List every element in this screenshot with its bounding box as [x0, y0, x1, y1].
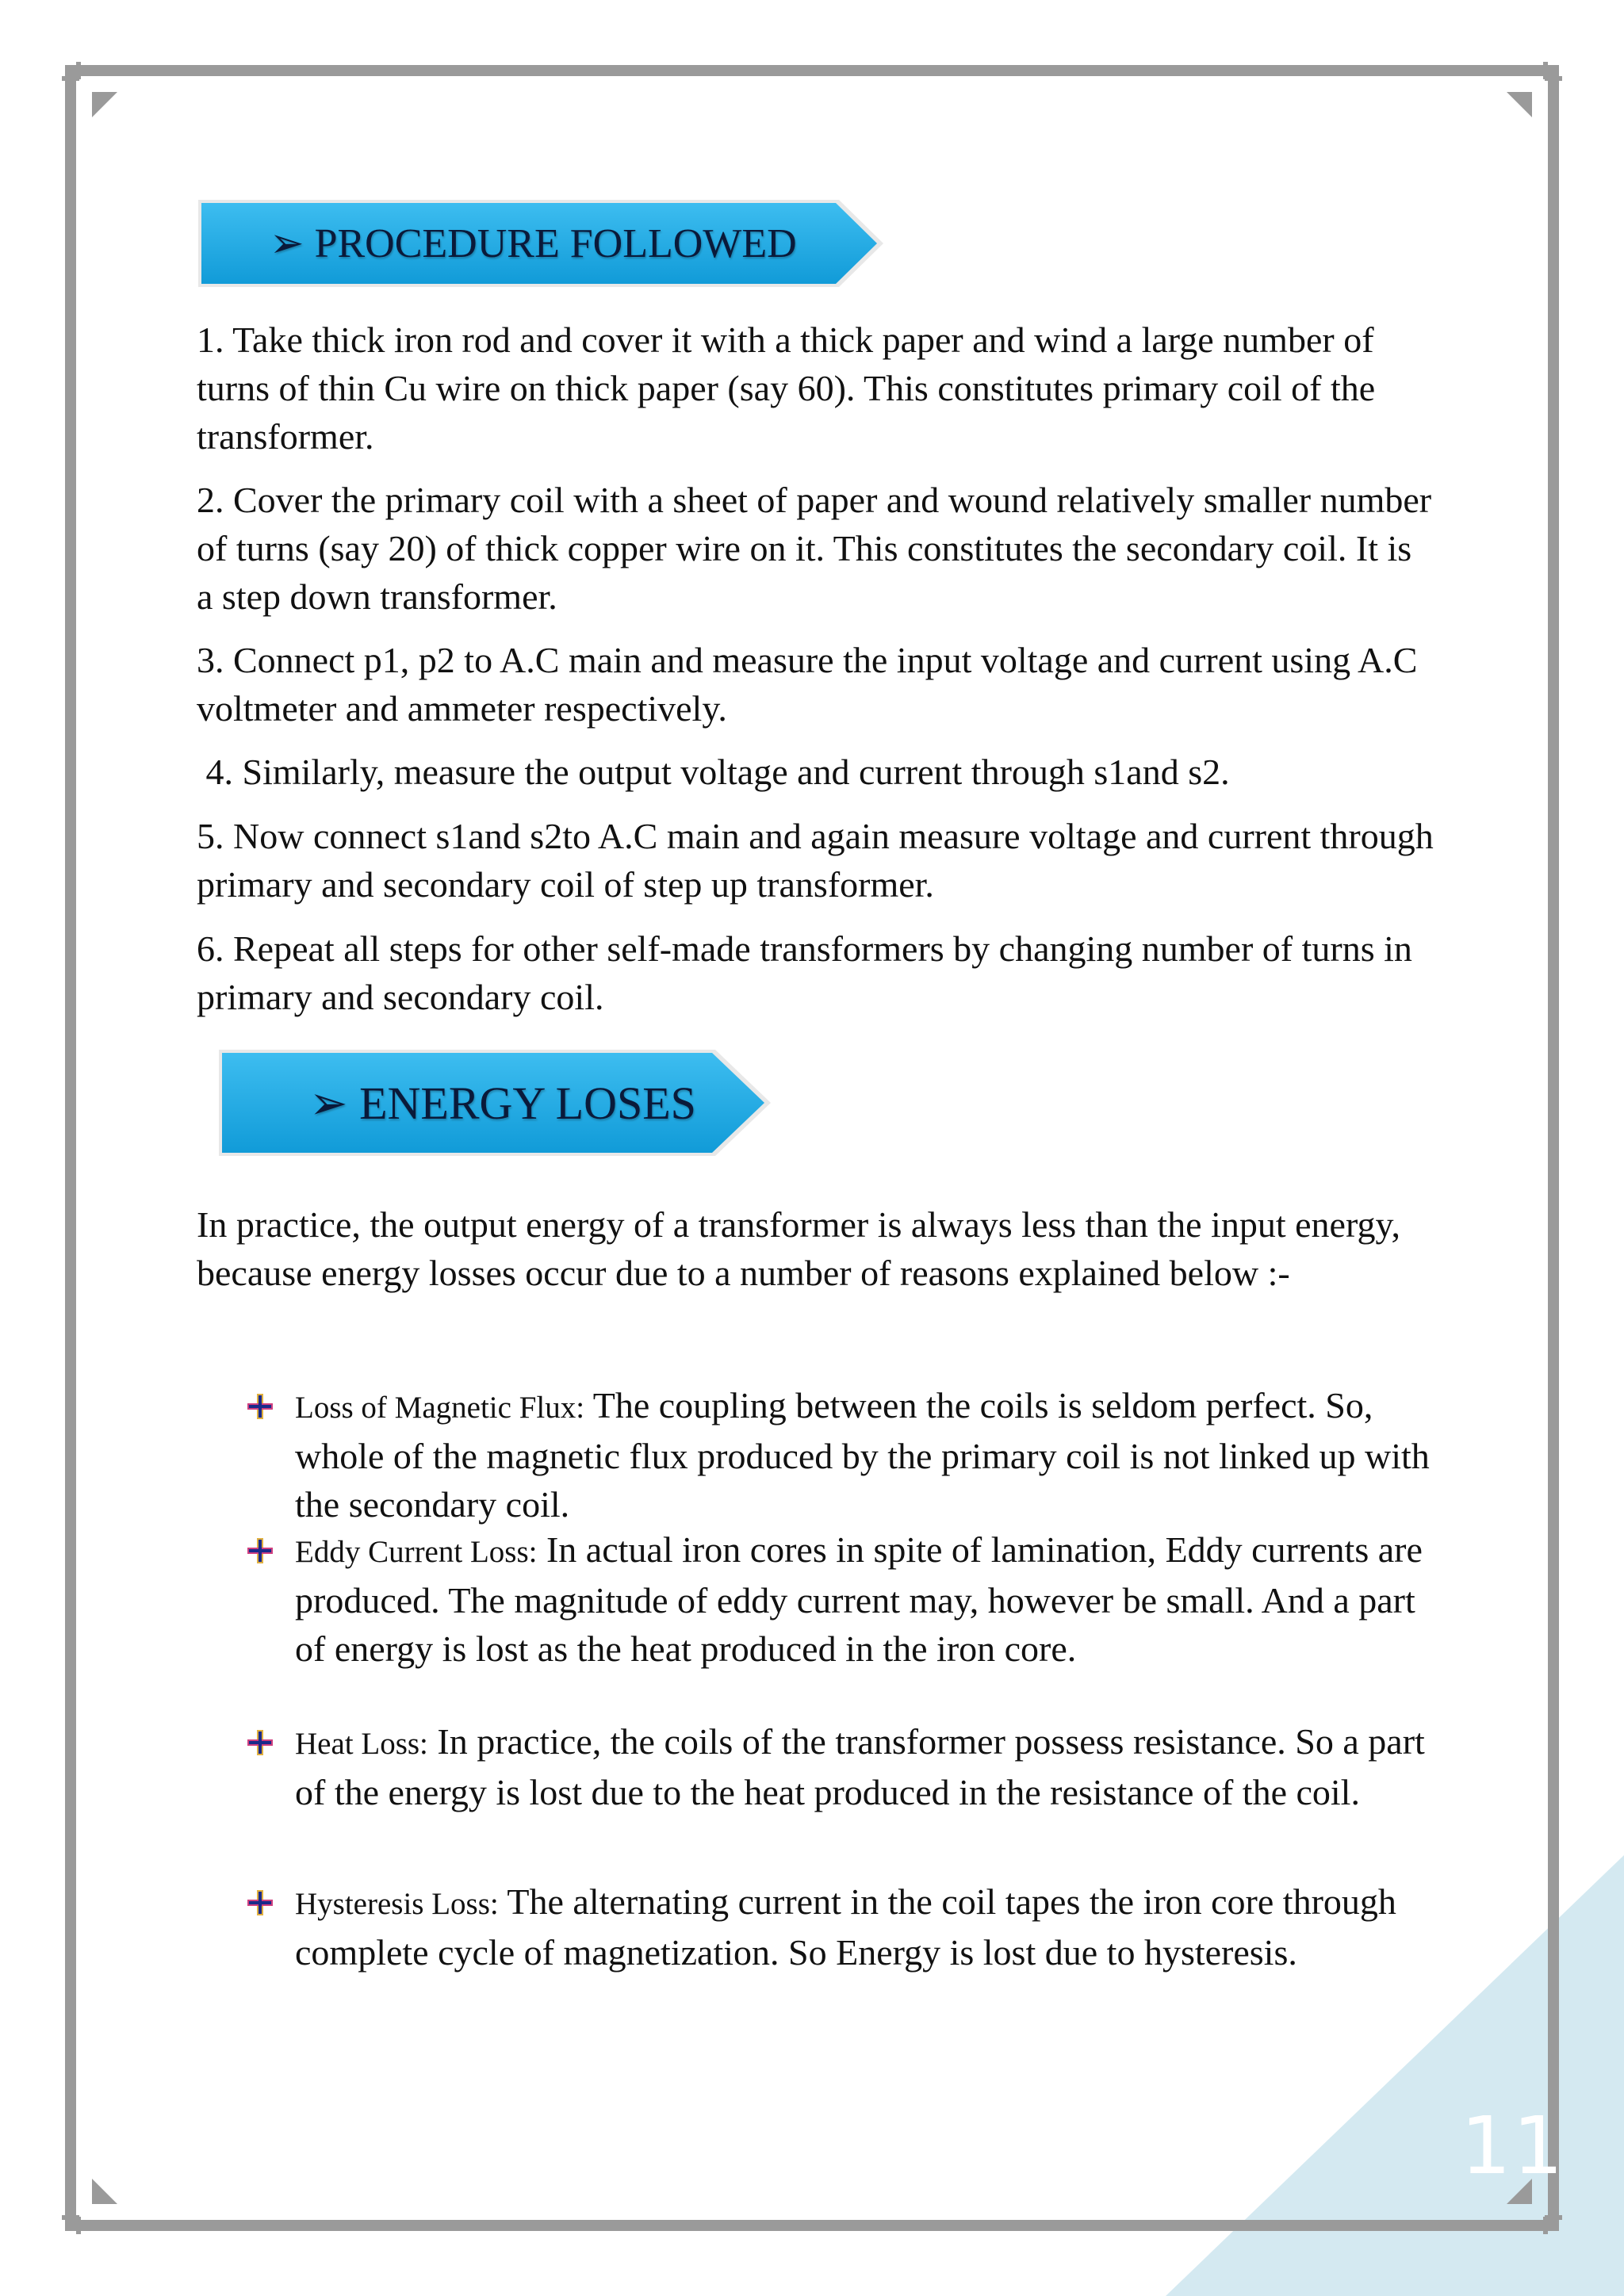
- procedure-step-2: 2. Cover the primary coil with a sheet of paper and wound relatively smaller number of turns (say 20) of thick copper wire on it. This constitutes the secondary coil. It is a step down transformer.: [197, 480, 1432, 617]
- procedure-banner: [193, 193, 891, 293]
- list-item: [246, 1525, 1435, 1724]
- cross-bullet-icon: [246, 1536, 274, 1565]
- cross-bullet-icon: [246, 1392, 274, 1421]
- bullet-title: Heat Loss:: [295, 1727, 428, 1761]
- bullet-body: The alternating current in the coil tapes the iron core through complete cycle of magnetization. So Energy is lost due to hysteresis.: [295, 1881, 1396, 1973]
- cross-bullet-icon: [246, 1888, 274, 1917]
- bullet-body: The coupling between the coils is seldom perfect. So, whole of the magnetic flux produced by the primary coil is not linked up with the secondary coil.: [295, 1385, 1430, 1525]
- energy-loses-banner: [216, 1045, 776, 1161]
- page-number: 11: [1461, 2099, 1565, 2192]
- bullet-body: In practice, the coils of the transformer possess resistance. So a part of the energy is lost due to the heat produced in the resistance of the coil.: [295, 1721, 1425, 1812]
- procedure-step-3: 3. Connect p1, p2 to A.C main and measure the input voltage and current using A.C voltmeter and ammeter respectively.: [197, 640, 1418, 729]
- energy-loses-heading: ➢ ENERGY LOSES: [309, 1077, 696, 1129]
- procedure-step-5: 5. Now connect s1and s2to A.C main and again measure voltage and current through primary and secondary coil of step up transformer.: [197, 816, 1434, 905]
- list-item: [246, 1717, 1435, 1868]
- procedure-heading: ➢ PROCEDURE FOLLOWED: [270, 221, 797, 266]
- bullet-title: Loss of Magnetic Flux:: [295, 1391, 585, 1425]
- cross-bullet-icon: [246, 1728, 274, 1757]
- list-item: [246, 1381, 1435, 1532]
- list-item: [246, 1877, 1435, 2028]
- procedure-step-4: 4. Similarly, measure the output voltage and current through s1and s2.: [197, 752, 1230, 792]
- procedure-step-6: 6. Repeat all steps for other self-made transformers by changing number of turns in primary and secondary coil.: [197, 928, 1412, 1017]
- energy-loses-intro: In practice, the output energy of a transformer is always less than the input energy, because energy losses occur due to a number of reasons explained below :-: [197, 1204, 1400, 1293]
- bullet-title: Hysteresis Loss:: [295, 1887, 499, 1921]
- bullet-title: Eddy Current Loss:: [295, 1535, 538, 1569]
- bullet-body: In actual iron cores in spite of lamination, Eddy currents are produced. The magnitude of eddy current may, however be small. And a part of energy is lost as the heat produced in the iron core.: [295, 1529, 1423, 1669]
- procedure-step-1: 1. Take thick iron rod and cover it with a thick paper and wind a large number of turns of thin Cu wire on thick paper (say 60). This constitutes primary coil of the transformer.: [197, 320, 1376, 457]
